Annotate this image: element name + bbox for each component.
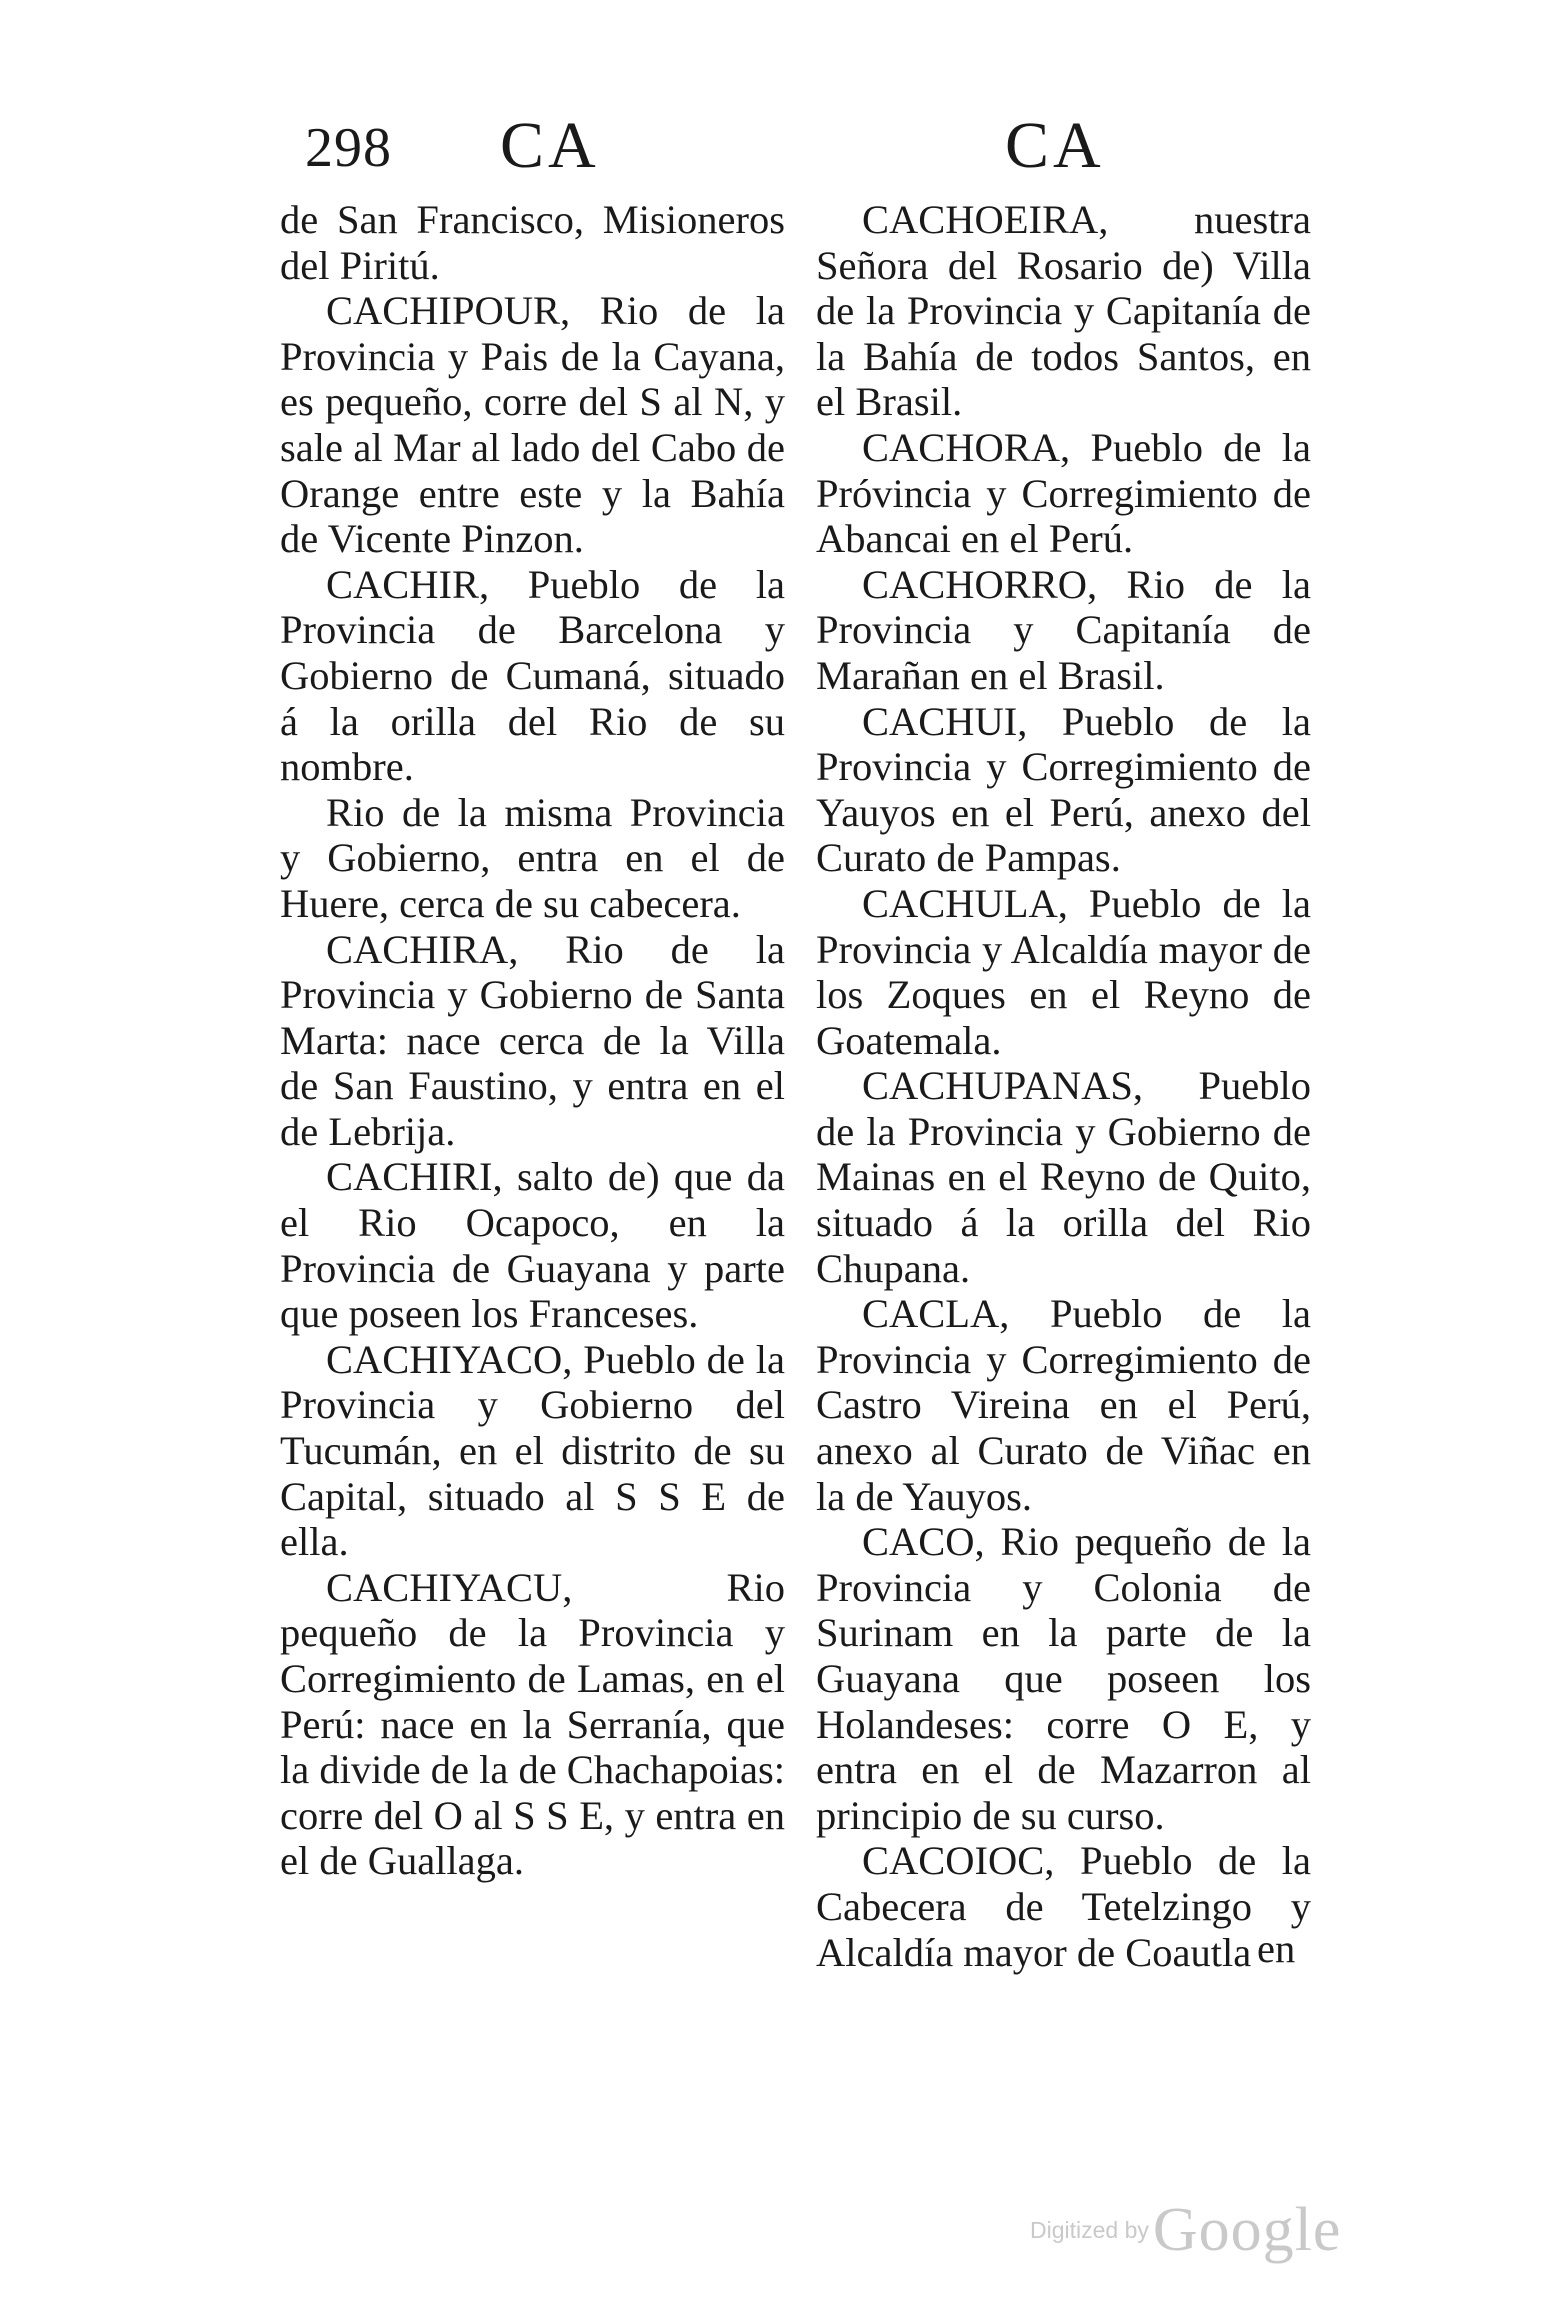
google-logo: Google: [1152, 2196, 1342, 2264]
page-header-left: [305, 108, 705, 188]
dictionary-entry: CACHIPOUR, Rio de la Provincia y Pais de la Cayana, es pequeño, corre del S al N, y sale al Mar al lado del Cabo de Orange entre este y la Bahía de Vicente Pinzon.: [280, 288, 785, 562]
dictionary-entry: CACO, Rio pequeño de la Provincia y Colonia de Surinam en la parte de la Guayana que poseen los Holandeses: corre O E, y entra en el de Mazarron al principio de su curso.: [816, 1519, 1311, 1838]
watermark-prefix: Digitized by: [1030, 2217, 1149, 2243]
dictionary-entry: CACHULA, Pueblo de la Provincia y Alcaldía mayor de los Zoques en el Reyno de Goatemala.: [816, 880, 1311, 1063]
digitized-watermark: [1030, 2195, 1341, 2265]
catchword: en: [1257, 1926, 1296, 1971]
dictionary-entry: de San Francisco, Misioneros del Piritú.: [280, 197, 785, 288]
running-head-left: CA: [500, 109, 600, 182]
dictionary-entry: CACHUPANAS, Pueblo de la Provincia y Gobierno de Mainas en el Reyno de Quito, situado á la orilla del Rio Chupana.: [816, 1063, 1311, 1291]
dictionary-entry: CACHIRI, salto de) que da el Rio Ocapoco, en la Provincia de Guayana y parte que poseen los Franceses.: [280, 1154, 785, 1337]
dictionary-entry: Rio de la misma Provincia y Gobierno, entra en el de Huere, cerca de su cabecera.: [280, 789, 785, 926]
running-head-right: CA: [1005, 109, 1105, 182]
dictionary-entry: CACHIRA, Rio de la Provincia y Gobierno de Santa Marta: nace cerca de la Villa de San Faustino, y entra en el de Lebrija.: [280, 926, 785, 1154]
dictionary-entry: CACHOEIRA, nuestra Señora del Rosario de) Villa de la Provincia y Capitanía de la Bahía de todos Santos, en el Brasil.: [816, 197, 1311, 425]
dictionary-entry: CACHIYACO, Pueblo de la Provincia y Gobierno del Tucumán, en el distrito de su Capital, situado al S S E de ella.: [280, 1336, 785, 1565]
dictionary-entry: CACLA, Pueblo de la Provincia y Corregimiento de Castro Vireina en el Perú, anexo al Curato de Viñac en la de Yauyos.: [816, 1291, 1311, 1519]
right-column: [816, 197, 1311, 1975]
dictionary-entry: CACOIOC, Pueblo de la Cabecera de Tetelzingo y Alcaldía mayor de Coautla: [816, 1838, 1311, 1975]
left-column: [280, 197, 785, 1884]
dictionary-entry: CACHUI, Pueblo de la Provincia y Corregimiento de Yauyos en el Perú, anexo del Curato de Pampas.: [816, 698, 1311, 881]
dictionary-entry: CACHORA, Pueblo de la Próvincia y Corregimiento de Abancai en el Perú.: [816, 424, 1311, 562]
dictionary-entry: CACHIR, Pueblo de la Provincia de Barcelona y Gobierno de Cumaná, situado á la orilla del Rio de su nombre.: [280, 561, 785, 790]
dictionary-entry: CACHORRO, Rio de la Provincia y Capitanía de Marañan en el Brasil.: [816, 561, 1311, 698]
page-number: 298: [305, 117, 392, 179]
dictionary-entry: CACHIYACU, Rio pequeño de la Provincia y Corregimiento de Lamas, en el Perú: nace en la Serranía, que la divide de la de Chachapoias: corre del O al S S E, y entra en el de Guallaga.: [280, 1564, 785, 1884]
